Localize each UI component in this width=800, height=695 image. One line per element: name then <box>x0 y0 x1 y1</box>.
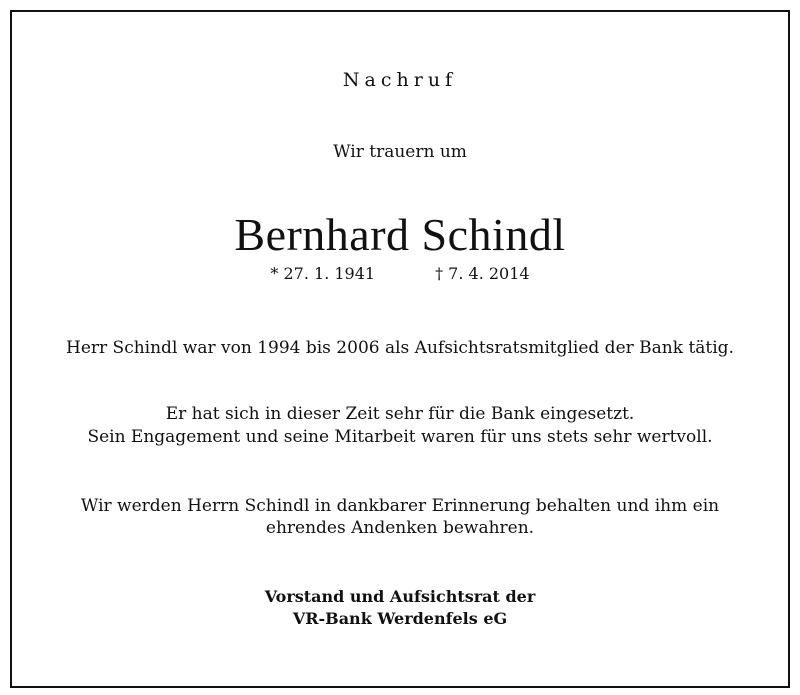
remembrance-line-2: ehrendes Andenken bewahren. <box>265 518 535 538</box>
death-date: † 7. 4. 2014 <box>435 264 530 283</box>
intro-text: Wir trauern um <box>333 142 467 162</box>
appreciation-line-1: Er hat sich in dieser Zeit sehr für die Bank eingesetzt. <box>165 404 635 424</box>
tenure-paragraph: Herr Schindl war von 1994 bis 2006 als Aufsichtsratsmitglied der Bank tätig. <box>66 338 734 358</box>
remembrance-line-1: Wir werden Herrn Schindl in dankbarer Erinnerung behalten und ihm ein <box>80 496 720 516</box>
signature-line-1: Vorstand und Aufsichtsrat der <box>264 587 536 606</box>
deceased-name: Bernhard Schindl <box>234 209 566 260</box>
notice-heading: Nachruf <box>342 69 458 91</box>
signature-line-2: VR-Bank Werdenfels eG <box>292 609 508 628</box>
obituary-frame <box>10 10 790 688</box>
life-dates <box>12 264 788 283</box>
birth-date: * 27. 1. 1941 <box>270 264 376 283</box>
appreciation-line-2: Sein Engagement und seine Mitarbeit waren für uns stets sehr wertvoll. <box>87 427 713 447</box>
